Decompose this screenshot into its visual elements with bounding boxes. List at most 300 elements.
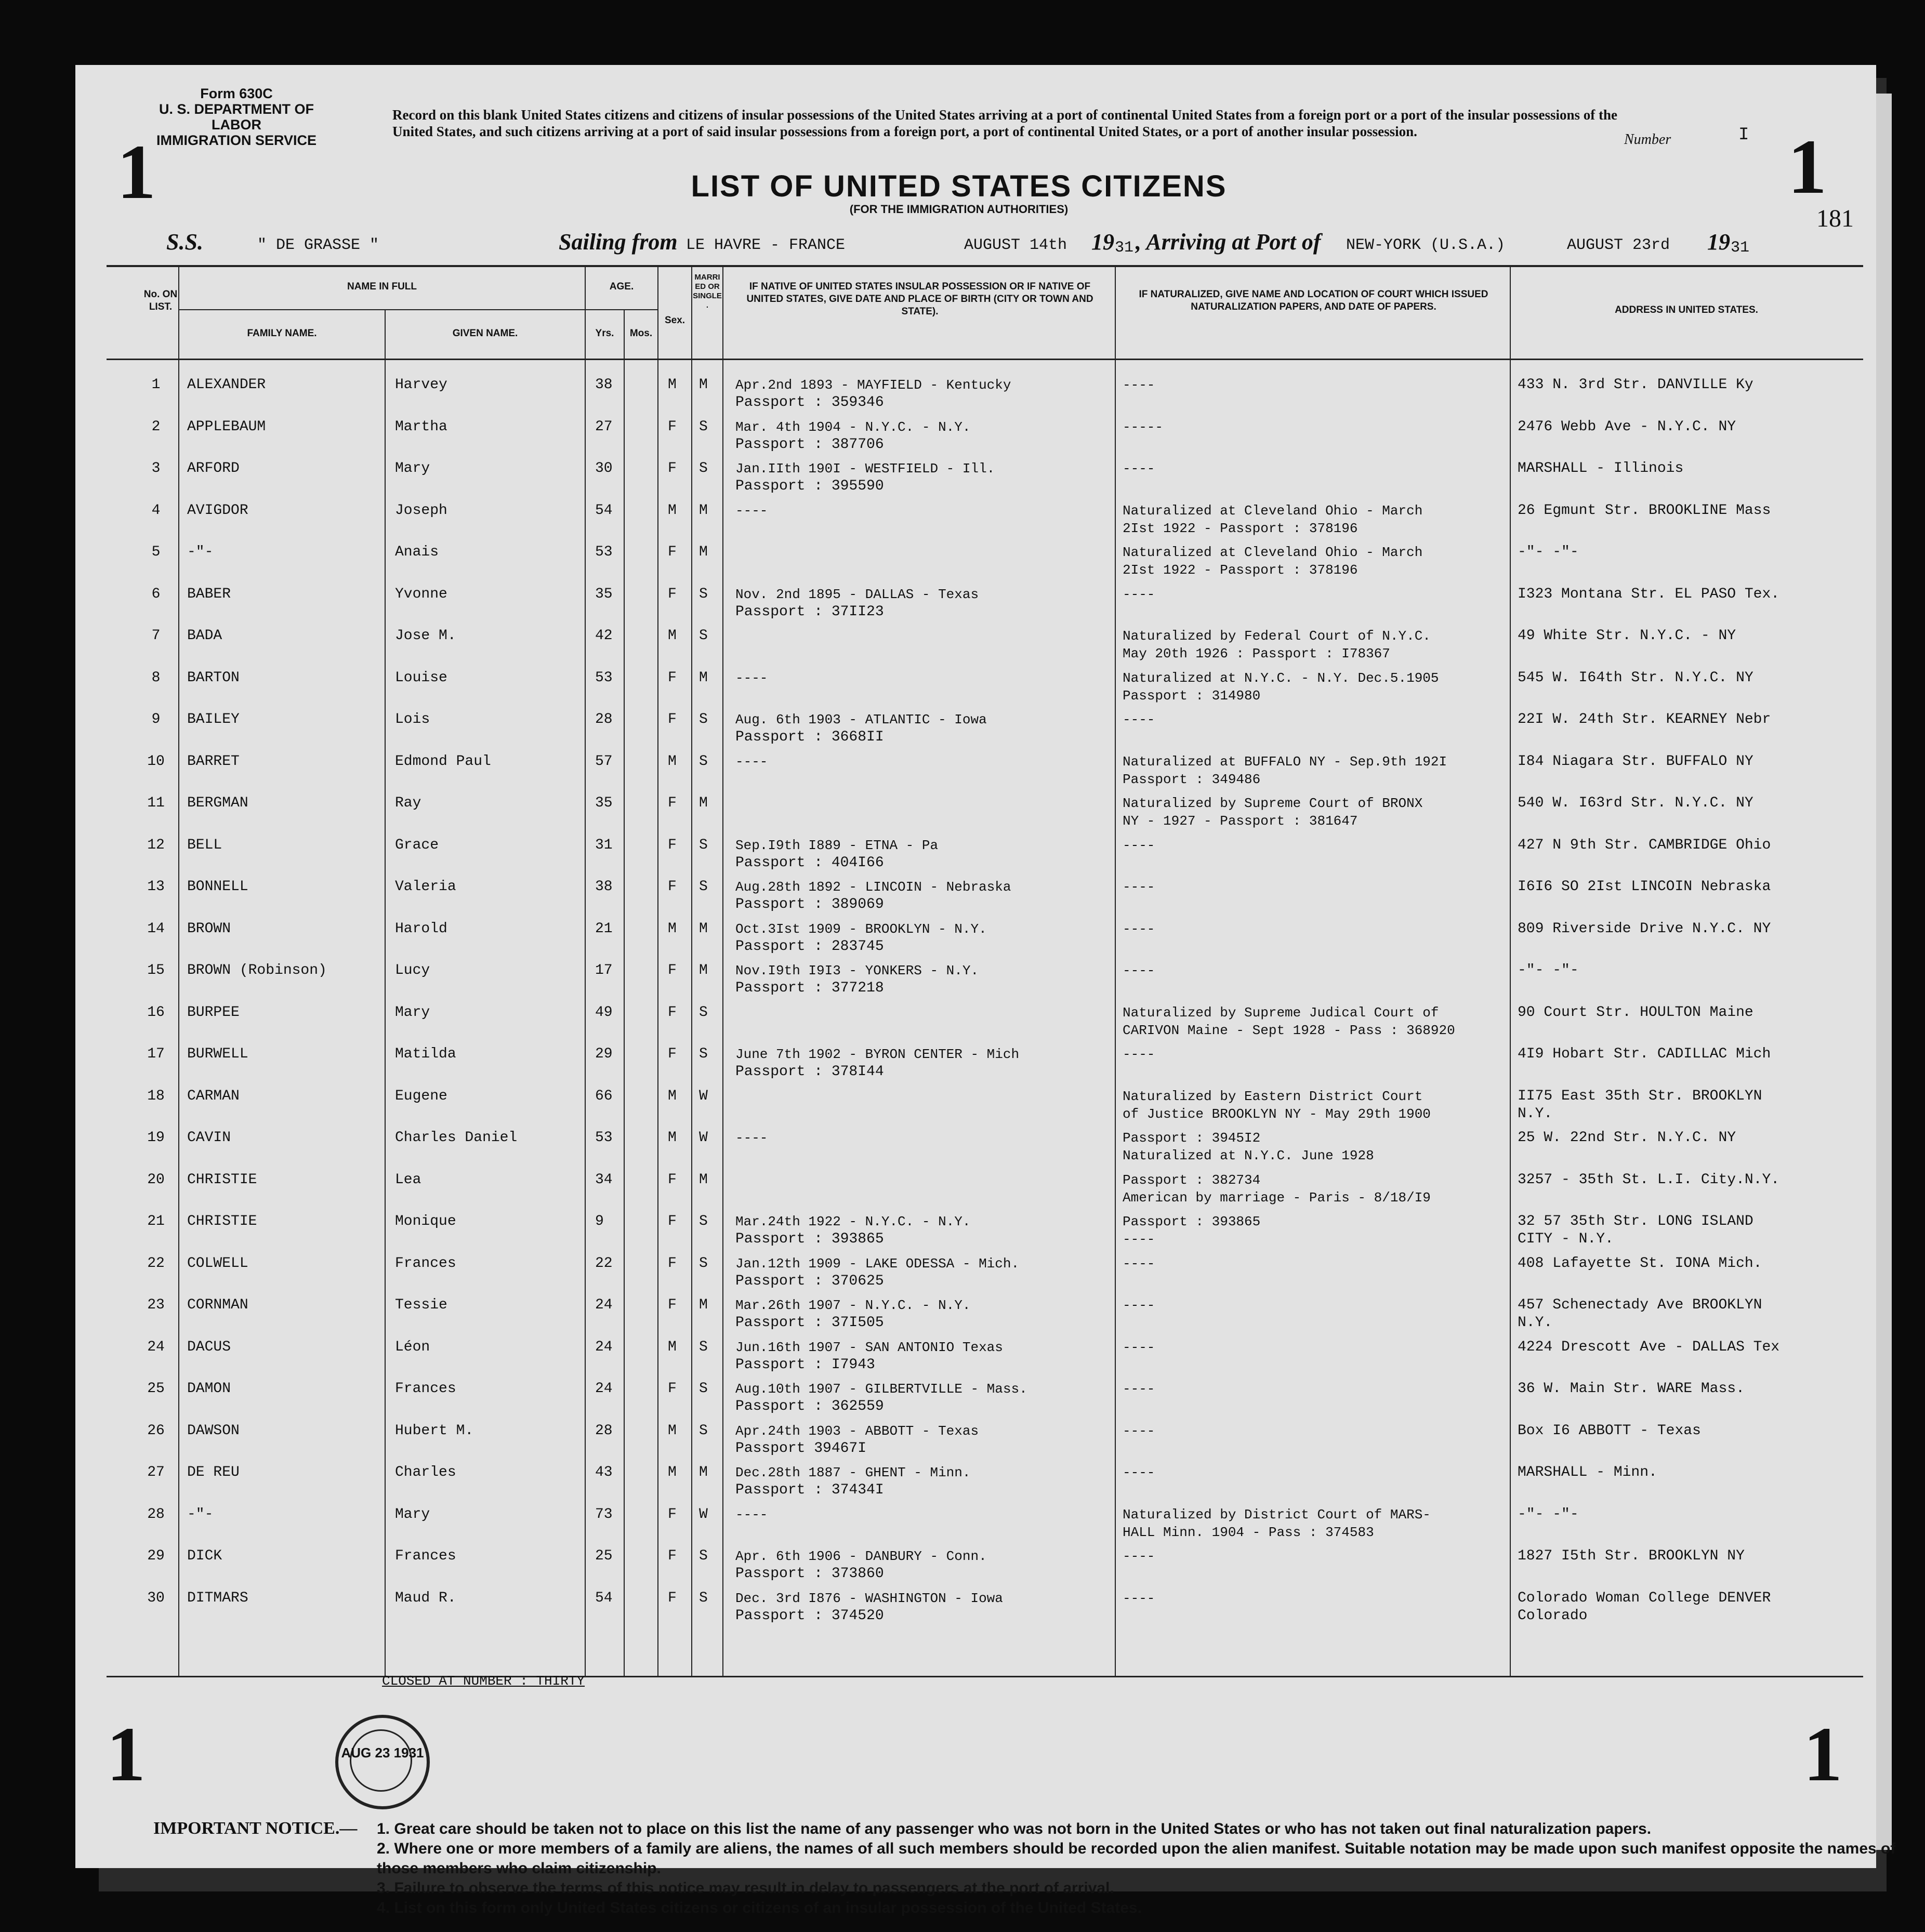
row-number: 1 [151, 377, 161, 393]
address: 22I W. 24th Str. KEARNEY Nebr [1518, 711, 1771, 727]
marital-status: M [699, 1297, 708, 1313]
row-number: 20 [147, 1171, 165, 1188]
naturalization-details: Naturalized at Cleveland Ohio - March [1123, 545, 1423, 560]
birth-details: Aug.10th 1907 - GILBERTVILLE - Mass. [735, 1381, 1027, 1397]
birth-passport: Passport : 362559 [735, 1398, 884, 1414]
family-name: DITMARS [187, 1590, 248, 1606]
row-number: 27 [147, 1464, 165, 1480]
family-name: BROWN [187, 920, 231, 937]
given-name: Jose M. [395, 628, 456, 644]
given-name: Lucy [395, 962, 430, 978]
row-number: 22 [147, 1255, 165, 1272]
sex: F [668, 586, 677, 602]
marital-status: S [699, 1548, 708, 1564]
naturalization-details: ---- [1123, 1047, 1155, 1062]
birth-details: ---- [735, 1130, 768, 1146]
family-name: DAMON [187, 1381, 231, 1397]
naturalization-details: Naturalized by Federal Court of N.Y.C. [1123, 628, 1431, 644]
number-value: I [1738, 125, 1749, 145]
row-number: 5 [151, 544, 161, 560]
address-line-2: Colorado [1518, 1607, 1588, 1624]
sex: F [668, 418, 677, 435]
row-number: 12 [147, 837, 165, 853]
birth-passport: Passport : 387706 [735, 436, 884, 453]
marital-status: S [699, 1381, 708, 1397]
family-name: DAWSON [187, 1422, 240, 1439]
given-name: Frances [395, 1255, 456, 1272]
row-number: 8 [151, 669, 161, 686]
sex: M [668, 1088, 677, 1104]
sex: F [668, 460, 677, 477]
birth-details: ---- [735, 1506, 768, 1523]
naturalization-details: ---- [1123, 1549, 1155, 1564]
naturalization-details: ----- [1123, 419, 1164, 435]
naturalization-details: Naturalized at BUFFALO NY - Sep.9th 192I [1123, 753, 1447, 770]
age-years: 34 [595, 1171, 613, 1188]
birth-details: Apr. 6th 1906 - DANBURY - Conn. [735, 1549, 987, 1564]
birth-details: ---- [735, 502, 768, 519]
naturalization-details: ---- [1123, 921, 1155, 937]
age-years: 25 [595, 1548, 613, 1564]
row-number: 7 [151, 628, 161, 644]
sex: M [668, 753, 677, 770]
marital-status: S [699, 1590, 708, 1606]
birth-passport: Passport : 395590 [735, 478, 884, 494]
marital-status: M [699, 502, 708, 519]
age-years: 38 [595, 879, 613, 895]
arriving-label: , Arriving at Port of [1136, 229, 1321, 255]
address: 25 W. 22nd Str. N.Y.C. NY [1518, 1130, 1736, 1146]
address: 4I9 Hobart Str. CADILLAC Mich [1518, 1046, 1771, 1062]
naturalization-passport: Passport : 349486 [1123, 771, 1261, 787]
given-name: Lois [395, 711, 430, 727]
sex: F [668, 962, 677, 978]
age-years: 17 [595, 962, 613, 978]
age-subheader-rule [585, 309, 658, 310]
naturalization-details: Passport : 393865 [1123, 1214, 1261, 1229]
given-name: Monique [395, 1213, 456, 1229]
given-name: Charles [395, 1464, 456, 1480]
family-name: -"- [187, 544, 214, 560]
family-name: BONNELL [187, 879, 248, 895]
family-name: BROWN (Robinson) [187, 962, 327, 978]
birth-details: Mar.26th 1907 - N.Y.C. - N.Y. [735, 1298, 971, 1313]
col-rule-sex [691, 265, 692, 1676]
naturalization-details: Passport : 382734 [1123, 1172, 1261, 1188]
family-name: COLWELL [187, 1255, 248, 1272]
header-bottom-rule [107, 359, 1863, 360]
age-years: 35 [595, 795, 613, 811]
marital-status: M [699, 377, 708, 393]
naturalization-details: ---- [1123, 1298, 1155, 1313]
sex: F [668, 1297, 677, 1313]
naturalization-passport: American by marriage - Paris - 8/18/I9 [1123, 1189, 1431, 1206]
marital-status: W [699, 1506, 708, 1523]
row-number: 14 [147, 920, 165, 937]
naturalization-details: ---- [1123, 1381, 1155, 1397]
sex: M [668, 628, 677, 644]
marital-status: M [699, 1171, 708, 1188]
given-name: Charles Daniel [395, 1130, 518, 1146]
birth-passport: Passport : 283745 [735, 938, 884, 955]
birth-details: Oct.3Ist 1909 - BROOKLYN - N.Y. [735, 921, 987, 937]
birth-details: Apr.24th 1903 - ABBOTT - Texas [735, 1423, 979, 1439]
given-name: Edmond Paul [395, 753, 491, 770]
col-rule-no [178, 265, 179, 1676]
marital-status: S [699, 879, 708, 895]
given-name: Hubert M. [395, 1422, 474, 1439]
birth-details: Mar.24th 1922 - N.Y.C. - N.Y. [735, 1214, 971, 1229]
page-title: LIST OF UNITED STATES CITIZENS [691, 169, 1227, 203]
marital-status: S [699, 1255, 708, 1272]
col-rule-naturalized [1510, 265, 1511, 1676]
row-number: 29 [147, 1548, 165, 1564]
notice-item-3: 3. Failure to observe the terms of this notice may result in delay to passengers at the port of arrival. [377, 1880, 1114, 1897]
header-family-name: FAMILY NAME. [247, 328, 317, 339]
header-name-in-full: NAME IN FULL [347, 281, 417, 292]
age-years: 21 [595, 920, 613, 937]
address: -"- -"- [1518, 1506, 1579, 1523]
address: 3257 - 35th St. L.I. City.N.Y. [1518, 1171, 1780, 1188]
age-years: 24 [595, 1297, 613, 1313]
header-married-or-single: MARRIED OR SINGLE. [693, 273, 722, 310]
age-years: 38 [595, 377, 613, 393]
age-years: 54 [595, 1590, 613, 1606]
marital-status: S [699, 628, 708, 644]
address: 2476 Webb Ave - N.Y.C. NY [1518, 418, 1736, 435]
naturalization-passport: 2Ist 1922 - Passport : 378196 [1123, 562, 1358, 578]
marital-status: M [699, 1464, 708, 1480]
corner-marker-bottom-right: 1 [1803, 1711, 1842, 1797]
address-line-2: N.Y. [1518, 1315, 1553, 1331]
birth-details: Mar. 4th 1904 - N.Y.C. - N.Y. [735, 419, 971, 435]
row-number: 13 [147, 879, 165, 895]
marital-status: M [699, 669, 708, 686]
naturalization-details: ---- [1123, 1339, 1155, 1355]
given-name: Lea [395, 1171, 421, 1188]
given-name: Eugene [395, 1088, 447, 1104]
age-years: 9 [595, 1213, 604, 1229]
marital-status: S [699, 1213, 708, 1229]
intro-text: Record on this blank United States citizens and citizens of insular possessions of the United States arriving at a port of continental United States from a foreign port or a port of the insular possessions of the United States, and such citizens arriving at a port of said insular possessions from a foreign port, a port of continental United States, or a port of another insular possession. [392, 107, 1618, 139]
marital-status: W [699, 1088, 708, 1104]
given-name: Frances [395, 1381, 456, 1397]
row-number: 18 [147, 1088, 165, 1104]
sex: M [668, 1130, 677, 1146]
birth-passport: Passport : 404I66 [735, 854, 884, 871]
family-name: DE REU [187, 1464, 240, 1480]
manifest-page [75, 65, 1896, 1916]
marital-status: W [699, 1130, 708, 1146]
sex: F [668, 1548, 677, 1564]
address: 809 Riverside Drive N.Y.C. NY [1518, 920, 1771, 937]
given-name: Harvey [395, 377, 447, 393]
row-number: 30 [147, 1590, 165, 1606]
birth-passport: Passport : 370625 [735, 1273, 884, 1289]
birth-details: June 7th 1902 - BYRON CENTER - Mich [735, 1047, 1020, 1062]
sex: M [668, 502, 677, 519]
naturalization-details: ---- [1123, 837, 1155, 853]
row-number: 4 [151, 502, 161, 519]
given-name: Louise [395, 669, 447, 686]
family-name: ALEXANDER [187, 377, 266, 393]
family-name: BABER [187, 586, 231, 602]
given-name: Léon [395, 1339, 430, 1355]
given-name: Valeria [395, 879, 456, 895]
birth-passport: Passport : 37I505 [735, 1315, 884, 1331]
number-label: Number [1624, 131, 1671, 148]
given-name: Yvonne [395, 586, 447, 602]
birth-details: Aug.28th 1892 - LINCOIN - Nebraska [735, 879, 1011, 895]
row-number: 6 [151, 586, 161, 602]
birth-details: Jan.IIth 190I - WESTFIELD - Ill. [735, 461, 995, 477]
naturalization-details: ---- [1123, 377, 1155, 393]
age-years: 24 [595, 1381, 613, 1397]
address: 36 W. Main Str. WARE Mass. [1518, 1381, 1745, 1397]
naturalization-details: Passport : 3945I2 [1123, 1130, 1261, 1146]
row-number: 23 [147, 1297, 165, 1313]
header-naturalized: IF NATURALIZED, GIVE NAME AND LOCATION OF COURT WHICH ISSUED NATURALIZATION PAPERS, AND DATE OF PAPERS. [1139, 289, 1488, 312]
age-years: 43 [595, 1464, 613, 1480]
naturalization-details: Naturalized by Eastern District Court [1123, 1088, 1423, 1104]
departure-port: LE HAVRE - FRANCE [686, 236, 846, 254]
page-number: 181 [1816, 205, 1854, 232]
arrival-date-stamp [335, 1715, 430, 1809]
marital-status: S [699, 1046, 708, 1062]
corner-marker-top-right: 1 [1788, 124, 1827, 210]
marital-status: S [699, 1004, 708, 1021]
row-number: 3 [151, 460, 161, 477]
sex: M [668, 920, 677, 937]
address: MARSHALL - Illinois [1518, 460, 1684, 477]
col-rule-given [585, 265, 586, 1676]
address: 433 N. 3rd Str. DANVILLE Ky [1518, 377, 1753, 393]
address: I84 Niagara Str. BUFFALO NY [1518, 753, 1753, 770]
arrival-year: 31 [1731, 239, 1750, 257]
header-years: Yrs. [595, 328, 614, 339]
address: -"- -"- [1518, 544, 1579, 560]
marital-status: M [699, 962, 708, 978]
address: 90 Court Str. HOULTON Maine [1518, 1004, 1753, 1021]
family-name: CORNMAN [187, 1297, 248, 1313]
age-years: 31 [595, 837, 613, 853]
birth-details: Sep.I9th I889 - ETNA - Pa [735, 837, 939, 853]
row-number: 24 [147, 1339, 165, 1355]
row-number: 11 [147, 795, 165, 811]
row-number: 21 [147, 1213, 165, 1229]
age-years: 54 [595, 502, 613, 519]
naturalization-passport: 2Ist 1922 - Passport : 378196 [1123, 520, 1358, 536]
ss-label: S.S. [166, 229, 203, 255]
sex: F [668, 879, 677, 895]
age-years: 29 [595, 1046, 613, 1062]
given-name: Mary [395, 460, 430, 477]
naturalization-passport: CARIVON Maine - Sept 1928 - Pass : 368920 [1123, 1022, 1455, 1038]
naturalization-details: Naturalized by District Court of MARS- [1123, 1506, 1431, 1523]
sex: F [668, 795, 677, 811]
sex: F [668, 544, 677, 560]
age-years: 30 [595, 460, 613, 477]
age-years: 49 [595, 1004, 613, 1021]
header-no: No. ON LIST. [143, 289, 178, 312]
address: Box I6 ABBOTT - Texas [1518, 1422, 1701, 1439]
service: IMMIGRATION SERVICE [156, 133, 317, 148]
department: U. S. DEPARTMENT OF LABOR [159, 101, 314, 133]
age-years: 53 [595, 544, 613, 560]
naturalization-details: Naturalized at Cleveland Ohio - March [1123, 502, 1423, 519]
naturalization-details: ---- [1123, 586, 1155, 602]
age-years: 53 [595, 669, 613, 686]
notice-item-1: 1. Great care should be taken not to place on this list the name of any passenger who was not born in the United States or who has not taken out final naturalization papers. [377, 1820, 1652, 1837]
address: 1827 I5th Str. BROOKLYN NY [1518, 1548, 1745, 1564]
row-number: 19 [147, 1130, 165, 1146]
given-name: Joseph [395, 502, 447, 519]
naturalization-passport: NY - 1927 - Passport : 381647 [1123, 813, 1358, 829]
birth-details: Jun.16th 1907 - SAN ANTONIO Texas [735, 1339, 1003, 1355]
header-address: ADDRESS IN UNITED STATES. [1615, 305, 1758, 315]
address: 545 W. I64th Str. N.Y.C. NY [1518, 669, 1753, 686]
family-name: DICK [187, 1548, 222, 1564]
col-rule-married [722, 265, 723, 1676]
closed-at-number: CLOSED AT NUMBER : THIRTY [382, 1673, 585, 1689]
sex: M [668, 1422, 677, 1439]
corner-marker-top-left: 1 [117, 129, 156, 215]
given-name: Mary [395, 1506, 430, 1523]
family-name: BURWELL [187, 1046, 248, 1062]
address: II75 East 35th Str. BROOKLYN [1518, 1088, 1762, 1104]
marital-status: S [699, 753, 708, 770]
address: -"- -"- [1518, 962, 1579, 978]
page-subtitle: (FOR THE IMMIGRATION AUTHORITIES) [849, 203, 1069, 216]
table-top-rule [107, 265, 1863, 267]
sailing-from-label: Sailing from [559, 229, 678, 255]
age-years: 24 [595, 1339, 613, 1355]
naturalization-details: Naturalized by Supreme Judical Court of [1123, 1004, 1439, 1021]
given-name: Anais [395, 544, 439, 560]
address: I6I6 SO 2Ist LINCOIN Nebraska [1518, 879, 1771, 895]
address: MARSHALL - Minn. [1518, 1464, 1657, 1480]
age-years: 42 [595, 628, 613, 644]
birth-passport: Passport : 374520 [735, 1607, 884, 1624]
important-notice [153, 1819, 1920, 1918]
family-name: CAVIN [187, 1130, 231, 1146]
birth-passport: Passport : 393865 [735, 1231, 884, 1247]
family-name: CARMAN [187, 1088, 240, 1104]
naturalization-passport: HALL Minn. 1904 - Pass : 374583 [1123, 1524, 1374, 1540]
family-name: BARRET [187, 753, 240, 770]
stamp-date: AUG 23 1931 [341, 1745, 424, 1761]
naturalization-details: Naturalized at N.Y.C. - N.Y. Dec.5.1905 [1123, 670, 1439, 686]
address: 49 White Str. N.Y.C. - NY [1518, 628, 1736, 644]
sex: F [668, 711, 677, 727]
marital-status: S [699, 837, 708, 853]
row-number: 17 [147, 1046, 165, 1062]
row-number: 2 [151, 418, 161, 435]
departure-date: AUGUST 14th [964, 236, 1067, 254]
naturalization-details: Naturalized by Supreme Court of BRONX [1123, 796, 1423, 811]
sex: F [668, 1590, 677, 1606]
family-name: BADA [187, 628, 222, 644]
col-rule-native [1115, 265, 1116, 1676]
arrival-year-prefix: 19 [1707, 229, 1730, 255]
arrival-port: NEW-YORK (U.S.A.) [1346, 236, 1506, 254]
birth-passport: Passport : 3668II [735, 729, 884, 745]
row-number: 16 [147, 1004, 165, 1021]
family-name: CHRISTIE [187, 1171, 257, 1188]
age-years: 28 [595, 711, 613, 727]
birth-details: ---- [735, 670, 768, 686]
marital-status: S [699, 711, 708, 727]
naturalization-details: ---- [1123, 1423, 1155, 1439]
departure-year: 31 [1115, 239, 1134, 257]
family-name: BURPEE [187, 1004, 240, 1021]
birth-passport: Passport : I7943 [735, 1356, 875, 1373]
age-years: 66 [595, 1088, 613, 1104]
address-line-2: N.Y. [1518, 1105, 1553, 1122]
given-name: Maud R. [395, 1590, 456, 1606]
family-name: BARTON [187, 669, 240, 686]
address: 427 N 9th Str. CAMBRIDGE Ohio [1518, 837, 1771, 853]
birth-details: Apr.2nd 1893 - MAYFIELD - Kentucky [735, 377, 1011, 393]
naturalization-passport: ---- [1123, 1232, 1155, 1247]
address: I323 Montana Str. EL PASO Tex. [1518, 586, 1780, 602]
header-months: Mos. [629, 328, 653, 339]
header-sex: Sex. [664, 315, 685, 326]
address: 457 Schenectady Ave BROOKLYN [1518, 1297, 1762, 1313]
family-name: DACUS [187, 1339, 231, 1355]
sex: F [668, 1004, 677, 1021]
corner-marker-bottom-left: 1 [107, 1711, 146, 1797]
birth-passport: Passport : 377218 [735, 980, 884, 996]
sex: F [668, 669, 677, 686]
sex: F [668, 837, 677, 853]
age-years: 57 [595, 753, 613, 770]
sex: F [668, 1171, 677, 1188]
family-name: BERGMAN [187, 795, 248, 811]
naturalization-passport: May 20th 1926 : Passport : I78367 [1123, 646, 1390, 661]
notice-item-4: 4. List on this form only United States citizens or citizens of an insular possession of the United States. [377, 1899, 1142, 1916]
given-name: Grace [395, 837, 439, 853]
marital-status: S [699, 460, 708, 477]
age-years: 35 [595, 586, 613, 602]
row-number: 28 [147, 1506, 165, 1523]
birth-passport: Passport : 373860 [735, 1566, 884, 1582]
address: 4224 Drescott Ave - DALLAS Tex [1518, 1339, 1780, 1355]
marital-status: M [699, 920, 708, 937]
sex: F [668, 1381, 677, 1397]
row-number: 9 [151, 711, 161, 727]
birth-passport: Passport : 359346 [735, 394, 884, 411]
row-number: 10 [147, 753, 165, 770]
form-reference [138, 86, 335, 148]
sex: F [668, 1255, 677, 1272]
birth-details: Jan.12th 1909 - LAKE ODESSA - Mich. [735, 1255, 1020, 1272]
birth-details: Dec.28th 1887 - GHENT - Minn. [735, 1465, 971, 1480]
sex: M [668, 377, 677, 393]
naturalization-details: ---- [1123, 712, 1155, 727]
given-name: Mary [395, 1004, 430, 1021]
ship-name: " DE GRASSE " [257, 236, 379, 254]
marital-status: M [699, 544, 708, 560]
sex: F [668, 1213, 677, 1229]
naturalization-details: ---- [1123, 963, 1155, 978]
birth-passport: Passport : 378I44 [735, 1064, 884, 1080]
address: Colorado Woman College DENVER [1518, 1590, 1771, 1606]
sex: M [668, 1339, 677, 1355]
given-name: Frances [395, 1548, 456, 1564]
age-years: 27 [595, 418, 613, 435]
arrival-date: AUGUST 23rd [1567, 236, 1670, 254]
